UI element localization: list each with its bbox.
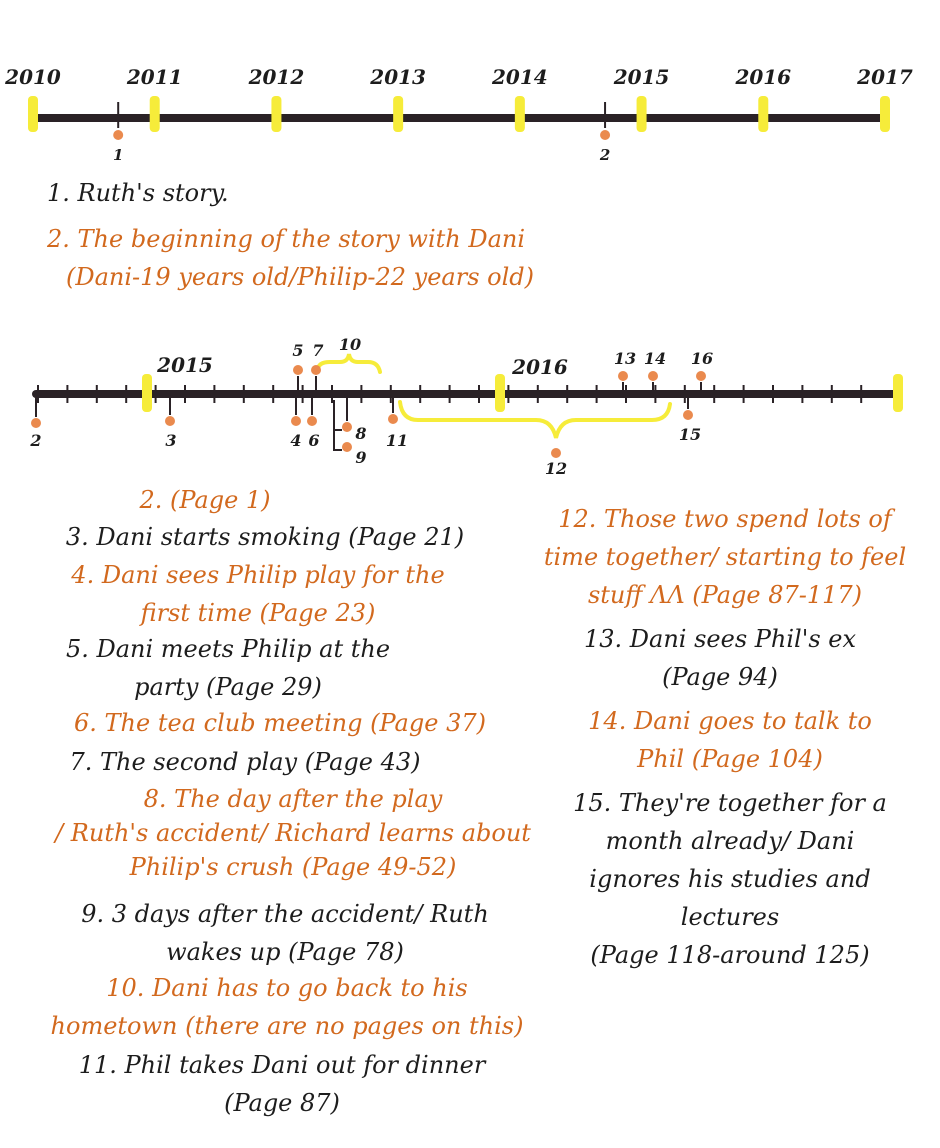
marker-label: 15 xyxy=(678,425,702,444)
note-left-10 xyxy=(0,969,574,1045)
marker-label: 6 xyxy=(308,431,320,450)
note-line: hometown (there are no pages on this) xyxy=(50,1012,524,1040)
note-line: first time (Page 23) xyxy=(140,599,376,627)
year-highlight xyxy=(271,96,281,132)
marker-label: 2 xyxy=(599,146,611,164)
note-line: wakes up (Page 78) xyxy=(166,938,404,966)
year-label: 2015 xyxy=(613,65,670,89)
event-dot xyxy=(600,130,610,140)
note-line: 11. Phil takes Dani out for dinner xyxy=(78,1051,486,1079)
note-line: 3. Dani starts smoking (Page 21) xyxy=(65,523,465,551)
note-line: 7. The second play (Page 43) xyxy=(69,748,421,776)
year-highlight xyxy=(28,96,38,132)
note-line: stuff ΛΛ (Page 87-117) xyxy=(587,581,863,609)
marker-label: 7 xyxy=(312,341,324,360)
year-highlight xyxy=(893,374,903,412)
marker-label: 4 xyxy=(290,431,302,450)
timeline-2010-2017 xyxy=(0,0,940,165)
note-line: Phil (Page 104) xyxy=(637,745,823,773)
year-highlight xyxy=(637,96,647,132)
note-line: 10. Dani has to go back to his xyxy=(106,974,468,1002)
year-label: 2015 xyxy=(157,353,213,377)
note-line: 2. (Page 1) xyxy=(139,486,271,514)
year-label: 2012 xyxy=(248,65,305,89)
event-dot xyxy=(551,448,561,458)
note-line: 6. The tea club meeting (Page 37) xyxy=(74,709,486,737)
marker-label: 5 xyxy=(292,341,304,360)
note-line: (Page 118-around 125) xyxy=(590,941,870,969)
year-highlight xyxy=(495,374,505,412)
note-line: 4. Dani sees Philip play for the xyxy=(71,561,445,589)
note-left-8 xyxy=(0,782,586,884)
marker-label: 3 xyxy=(165,431,177,450)
year-highlight xyxy=(758,96,768,132)
year-highlight xyxy=(142,374,152,412)
event-dot xyxy=(165,416,175,426)
marker-label: 1 xyxy=(112,146,124,164)
note-line: 14. Dani goes to talk to xyxy=(588,707,872,735)
marker-label: 16 xyxy=(690,349,714,368)
year-highlight xyxy=(880,96,890,132)
note-line: 5. Dani meets Philip at the xyxy=(65,635,391,663)
brace-12 xyxy=(400,402,670,438)
marker-label: 10 xyxy=(338,335,362,354)
note-line: / Ruth's accident/ Richard learns about xyxy=(55,819,531,847)
note-line: month already/ Dani xyxy=(605,827,855,855)
marker-label: 8 xyxy=(355,424,367,443)
note-2-ages: (Dani-19 years old/Philip-22 years old) xyxy=(66,263,534,291)
marker-label: 11 xyxy=(385,431,409,450)
note-line: (Page 87) xyxy=(224,1089,340,1117)
marker-label: 9 xyxy=(355,448,367,467)
note-line: (Page 94) xyxy=(662,663,778,691)
note-left-3 xyxy=(0,518,530,556)
note-left-2 xyxy=(0,481,410,519)
year-label: 2017 xyxy=(857,65,913,89)
event-dot xyxy=(113,130,123,140)
marker-label: 13 xyxy=(613,349,637,368)
note-line: 15. They're together for a xyxy=(573,789,887,817)
year-highlight xyxy=(393,96,403,132)
note-left-9 xyxy=(0,895,570,971)
event-dot xyxy=(696,371,706,381)
note-line: 13. Dani sees Phil's ex xyxy=(583,625,856,653)
marker-label: 2 xyxy=(30,431,42,450)
bracket-8 xyxy=(334,400,342,430)
note-right-15 xyxy=(520,784,940,974)
marker-label: 14 xyxy=(643,349,667,368)
note-line: ignores his studies and xyxy=(589,865,871,893)
year-label: 2016 xyxy=(735,65,792,89)
note-left-5 xyxy=(0,630,456,706)
note-left-11 xyxy=(0,1046,564,1122)
note-left-7 xyxy=(0,743,490,781)
note-line: lectures xyxy=(680,903,780,931)
timeline-2015-2017 xyxy=(0,330,940,480)
bracket-9 xyxy=(334,430,342,450)
brace-10 xyxy=(318,354,380,372)
event-dot xyxy=(683,410,693,420)
note-line: party (Page 29) xyxy=(134,673,322,701)
year-label: 2013 xyxy=(370,65,426,89)
note-right-12 xyxy=(510,500,940,614)
note-line: 12. Those two spend lots of xyxy=(558,505,892,533)
year-label: 2014 xyxy=(492,65,548,89)
marker-label: 12 xyxy=(544,459,568,478)
event-dot xyxy=(388,414,398,424)
note-line: time together/ starting to feel xyxy=(543,543,907,571)
note-2: 2. The beginning of the story with Dani xyxy=(47,225,526,253)
event-dot xyxy=(307,416,317,426)
year-highlight xyxy=(515,96,525,132)
event-dot xyxy=(31,418,41,428)
event-dot xyxy=(648,371,658,381)
note-1: 1. Ruth's story. xyxy=(47,179,229,207)
event-dot xyxy=(342,442,352,452)
note-line: 9. 3 days after the accident/ Ruth xyxy=(81,900,489,928)
note-line: 8. The day after the play xyxy=(143,785,443,813)
year-label: 2011 xyxy=(126,65,183,89)
event-dot xyxy=(618,371,628,381)
event-dot xyxy=(342,422,352,432)
event-dot xyxy=(291,416,301,426)
note-left-4 xyxy=(0,556,516,632)
note-right-14 xyxy=(520,702,940,778)
event-dot xyxy=(293,365,303,375)
note-line: Philip's crush (Page 49-52) xyxy=(129,853,457,881)
note-right-13 xyxy=(520,620,920,696)
year-label: 2010 xyxy=(5,65,61,89)
event-dot xyxy=(311,365,321,375)
note-left-6 xyxy=(0,704,560,742)
year-label: 2016 xyxy=(512,355,568,379)
year-highlight xyxy=(150,96,160,132)
